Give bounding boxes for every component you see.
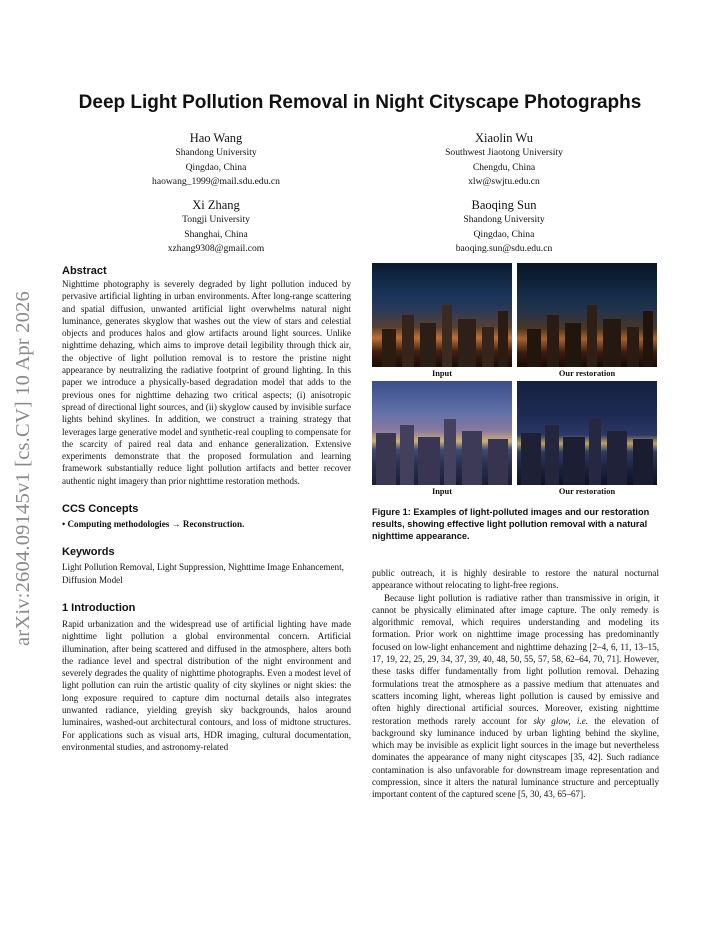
body-text: Because light pollution is radiative rather than transmissive in origin, it cannot be physically eliminated after image capture. The only remedy is algorithmic removal, which requires understanding and modeling its formation. Prior work on nighttime image processing has predominantly focused on low-light enhancement and nighttime dehazing [2–4, 6, 11, 13–15, 17, 19, 22, 25, 29, 34, 37, 39, 40, 48, 50, 55, 57, 58, 62–64, 70, 71]. However, these tasks differ fundamentally from light pollution removal. Dehazing formulations treat the atmosphere as a passive medium that attenuates and scatters incoming light, whereas light pollution is caused by emissive and often highly directional artificial sources. Moreover, existing nighttime restoration methods rarely account for [372, 592, 659, 726]
author-affiliation: Tongji University [182, 214, 250, 225]
keywords-text: Light Pollution Removal, Light Suppression, Nighttime Image Enhancement, Diffusion Model [62, 562, 344, 585]
figure-caption: Figure 1: Examples of light-polluted images and our restoration results, showing effective light pollution removal with a natural nighttime appearance. [372, 507, 650, 542]
author-affiliation: Shandong University [463, 214, 545, 225]
input-image-1 [372, 263, 512, 367]
author-email[interactable]: xlw@swjtu.edu.cn [468, 176, 540, 187]
figure-label: Our restoration [558, 369, 616, 378]
ccs-item: • Computing methodologies → Reconstruction. [62, 519, 245, 530]
abstract-heading: Abstract [62, 265, 107, 277]
left-column [62, 264, 351, 753]
author-name: Hao Wang [189, 131, 243, 145]
ccs-heading: CCS Concepts [62, 503, 139, 516]
author-email[interactable]: haowang_1999@mail.sdu.edu.cn [152, 176, 280, 187]
author-name: Baoqing Sun [471, 198, 537, 212]
restored-image-1 [517, 263, 657, 367]
introduction-text: Rapid urbanization and the widespread use of artificial lighting have made nighttime light pollution a global environmental concern. Artificial illumination, after being scattered and diffused in the atmosphere, alters both the radiance level and spectral distribution of the night environment and severely degrades the quality of nighttime photographs. Even a modest level of light pollution can ruin the artistic quality of city skylines or night skies: the long exposure required to capture dim nocturnal details also integrates unwanted radiance, yielding greyish sky backgrounds, halos around luminaires, washed-out architectural contours, and loss of midtone structures. For applications such as visual arts, HDR imaging, cultural documentation, environmental studies, and astronomy-related [62, 618, 351, 752]
author-email[interactable]: xzhang9308@gmail.com [167, 243, 265, 254]
body-paragraph: public outreach, it is highly desirable to restore the natural nocturnal appearance without relocating to light-free regions. [372, 568, 659, 591]
author-location: Chengdu, China [472, 161, 536, 173]
author-block [96, 130, 336, 190]
author-name: Xi Zhang [192, 198, 240, 212]
author-name: Xiaolin Wu [475, 131, 533, 145]
paper-title: Deep Light Pollution Removal in Night Cityscape Photographs [78, 92, 642, 113]
right-column [372, 567, 659, 801]
body-emphasis: sky glow, i.e. [533, 715, 589, 726]
author-email[interactable]: baoqing.sun@sdu.edu.cn [455, 243, 553, 254]
author-affiliation: Southwest Jiaotong University [445, 147, 563, 158]
author-block [96, 197, 336, 257]
figure-label: Input [431, 487, 453, 496]
author-location: Qingdao, China [473, 228, 535, 240]
arxiv-identifier: arXiv:2604.09145v1 [cs.CV] 10 Apr 2026 [12, 291, 34, 646]
body-paragraph [372, 592, 659, 801]
author-block [384, 130, 624, 190]
keywords-heading: Keywords [62, 546, 115, 559]
introduction-heading: 1 Introduction [62, 601, 136, 614]
author-block [384, 197, 624, 257]
input-image-2 [372, 381, 512, 485]
abstract-text: Nighttime photography is severely degraded by light pollution induced by pervasive artificial lighting in urban environments. After long-range scattering and spatial diffusion, unwanted artificial light overwhelms natural night luminance, generates skyglow that washes out the view of stars and celestial objects and produces halos and glow artifacts around light sources. Unlike nighttime dehazing, which aims to improve detail legibility through thick air, the objective of light pollution removal is to restore the pristine night appearance by neutralizing the radiative footprint of ground lighting. In this paper we introduce a physically-based degradation model that adds to the previous ones for nighttime dehazing two critical aspects; (i) anisotropic spread of directional light sources, and (ii) skyglow caused by invisible surface lights behind skylines. In addition, we construct a training strategy that leverages large generative model and synthetic-real coupling to compensate for the scarcity of paired real data and enhance generalization. Extensive experiments demonstrate that the proposed formulation and learning framework substantially reduce light pollution artifacts and better recover authentic night imagery than prior nighttime restoration methods. [62, 279, 351, 486]
author-location: Qingdao, China [185, 161, 247, 173]
author-affiliation: Shandong University [175, 147, 257, 158]
figure-label: Input [431, 369, 453, 378]
restored-image-2 [517, 381, 657, 485]
body-text: the elevation of background sky luminance induced by urban lighting behind the skyline, which may be invisible as explicit light sources in the image but nevertheless dominates the appearance of many night cityscapes [35, 42]. Such radiance contamination is also unfavorable for downstream image representation and compression, since it alters the natural luminance structure and perceptually important content of the captured scene [5, 30, 43, 65–67]. [372, 715, 659, 800]
author-location: Shanghai, China [184, 228, 248, 240]
figure-label: Our restoration [558, 487, 616, 496]
